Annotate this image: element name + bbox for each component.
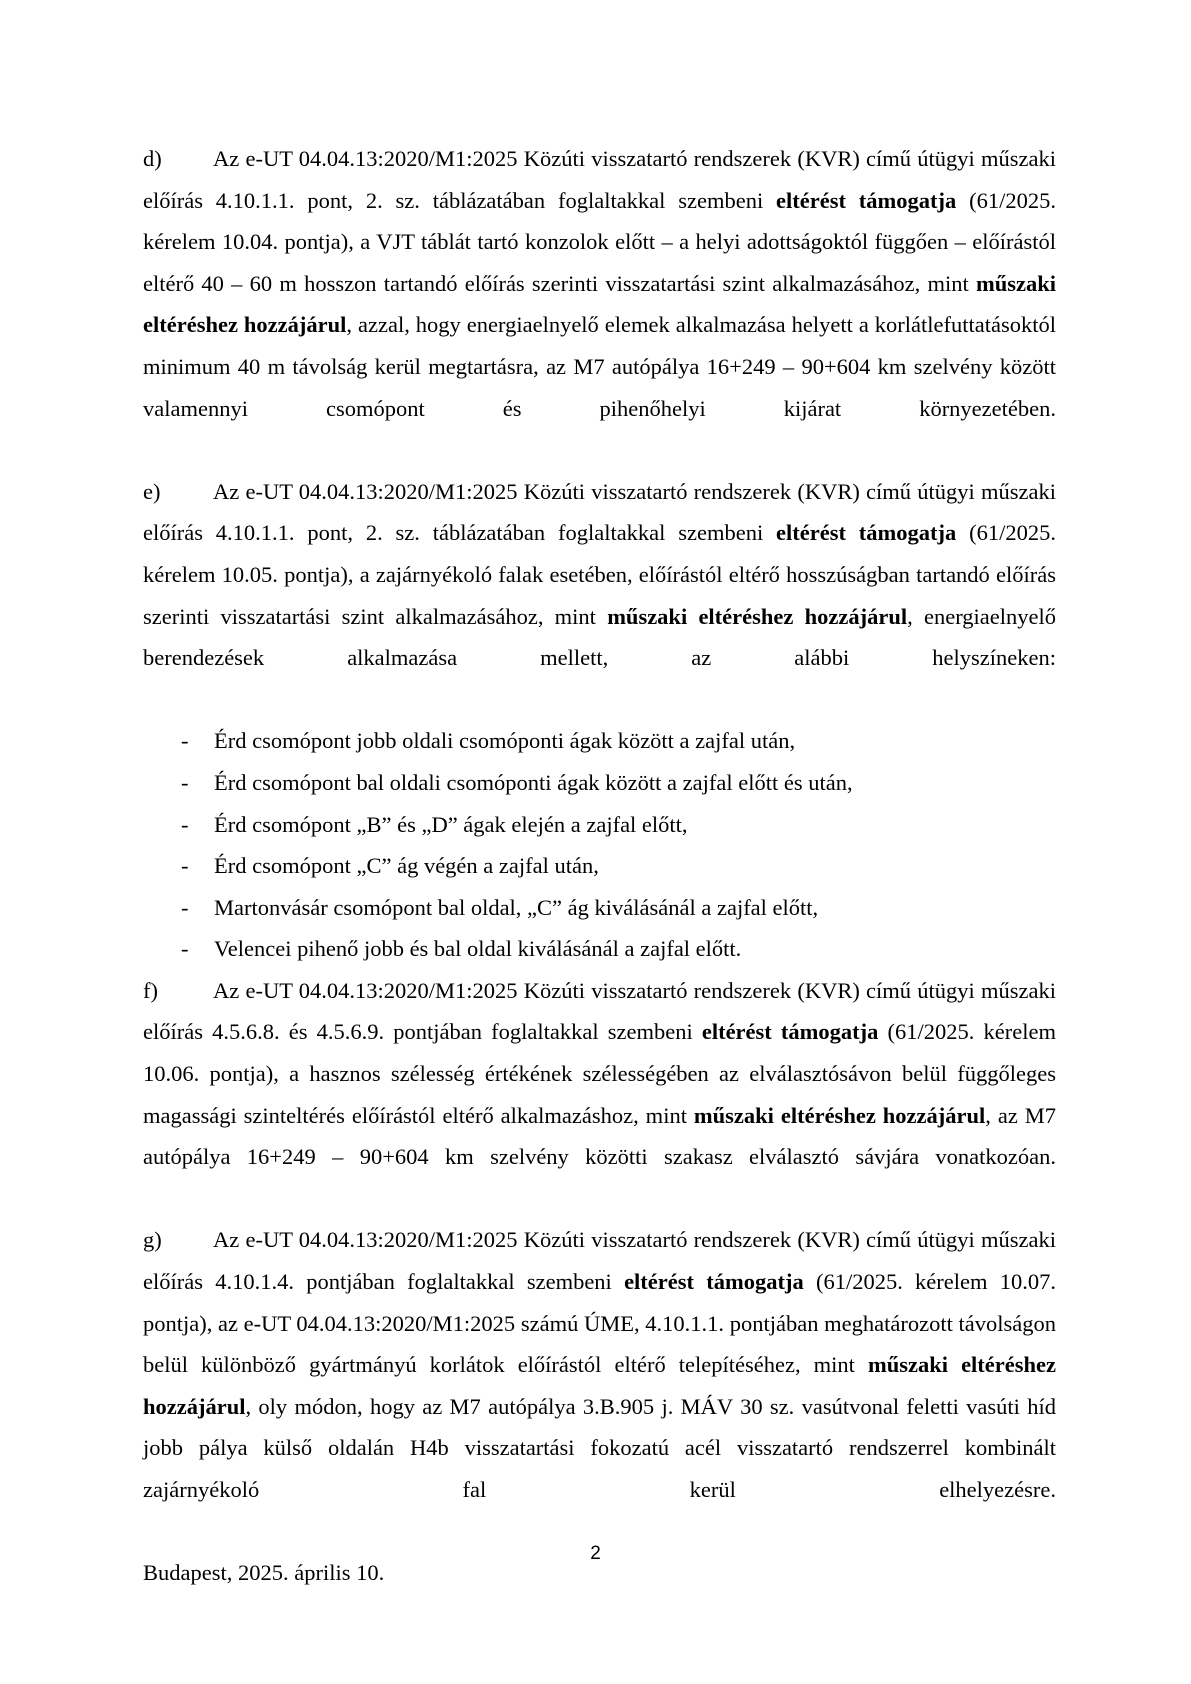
paragraphs-after-list — [143, 970, 1056, 1552]
list-item-text: Érd csomópont jobb oldali csomóponti ágak között a zajfal után, — [214, 728, 796, 754]
list-item — [143, 762, 1056, 804]
paragraph-text: (61/2025. kérelem 10.07. pontja), az e-UT 04.04.13:2020/M1:2025 számú ÚME, 4.10.1.1. pontjában meghatározott távolságon belül különböző gyártmányú korlátok előírástól eltérő telepítéséhez, mint — [143, 1269, 1056, 1378]
place-and-date: Budapest, 2025. április 10. — [143, 1560, 385, 1586]
list-dash: - — [181, 853, 189, 879]
paragraph-text: (61/2025. kérelem 10.05. pontja), a zajárnyékoló falak esetében, előírástól eltérő hosszúságban tartandó előírás szerinti visszatartási szint alkalmazásához, mint — [143, 520, 1056, 629]
location-list — [143, 720, 1056, 970]
list-item-text: Érd csomópont „B” és „D” ágak elején a zajfal előtt, — [214, 811, 688, 837]
list-item-text: Martonvásár csomópont bal oldal, „C” ág kiválásánál a zajfal előtt, — [214, 894, 819, 920]
list-item — [143, 928, 1056, 970]
paragraph-g — [143, 1219, 1056, 1552]
list-item-text: Érd csomópont „C” ág végén a zajfal után, — [214, 853, 599, 879]
paragraph-text: Az e-UT 04.04.13:2020/M1:2025 Közúti visszatartó rendszerek (KVR) című útügyi műszaki előírás 4.10.1.4. pontjában foglaltakkal szembeni — [143, 1227, 1056, 1295]
list-dash: - — [181, 769, 189, 795]
paragraph-text: , azzal, hogy energiaelnyelő elemek alkalmazása helyett a korlátlefuttatásoktól minimum 40 m távolság kerül megtartásra, az M7 autópálya 16+249 – 90+604 km szelvény között valamennyi csomópont és pihenőhelyi kijárat környezetében. — [143, 312, 1056, 421]
bold-phrase: műszaki eltéréshez hozzájárul — [143, 270, 1056, 338]
page-number: 2 — [590, 1543, 601, 1564]
paragraph-text: , oly módon, hogy az M7 autópálya 3.B.905 j. MÁV 30 sz. vasútvonal feletti vasúti híd jobb pálya külső oldalán H4b visszatartási fokozatú acél visszatartó rendszerrel kombinált zajárnyékoló fal kerül elhelyezésre. — [143, 1393, 1056, 1502]
paragraph-label: e) — [143, 478, 161, 504]
list-item — [143, 887, 1056, 929]
paragraph-label: f) — [143, 977, 158, 1003]
list-dash: - — [181, 936, 189, 962]
paragraph-label: g) — [143, 1227, 162, 1253]
list-dash: - — [181, 894, 189, 920]
paragraph-e — [143, 471, 1056, 721]
paragraph-text: (61/2025. kérelem 10.06. pontja), a hasznos szélesség értékének szélességében az elválasztósávon belül függőleges magassági szinteltérés előírástól eltérő alkalmazáshoz, mint — [143, 1019, 1057, 1128]
list-dash: - — [181, 811, 189, 837]
bold-phrase: műszaki eltéréshez hozzájárul — [607, 603, 908, 629]
bold-phrase: eltérést támogatja — [776, 520, 957, 546]
paragraph-d — [143, 138, 1056, 471]
paragraph-text: Az e-UT 04.04.13:2020/M1:2025 Közúti visszatartó rendszerek (KVR) című útügyi műszaki előírás 4.10.1.1. pont, 2. sz. táblázatában foglaltakkal szembeni — [143, 146, 1056, 213]
list-item — [143, 720, 1056, 762]
bold-phrase: eltérést támogatja — [624, 1269, 804, 1295]
paragraph-text: (61/2025. kérelem 10.04. pontja), a VJT táblát tartó konzolok előtt – a helyi adottságoktól függően – előírástól eltérő 40 – 60 m hosszon tartandó előírás szerinti visszatartási szint alkalmazásához, mint — [143, 187, 1056, 296]
paragraph-text: Az e-UT 04.04.13:2020/M1:2025 Közúti visszatartó rendszerek (KVR) című útügyi műszaki előírás 4.5.6.8. és 4.5.6.9. pontjában foglaltakkal szembeni — [143, 977, 1056, 1045]
bold-phrase: eltérést támogatja — [776, 187, 957, 213]
list-item — [143, 845, 1056, 887]
list-item-text: Érd csomópont bal oldali csomóponti ágak között a zajfal előtt és után, — [214, 769, 853, 795]
list-item — [143, 804, 1056, 846]
bold-phrase: műszaki eltéréshez hozzájárul — [143, 1352, 1056, 1419]
paragraph-text: , energiaelnyelő berendezések alkalmazása mellett, az alábbi helyszíneken: — [143, 603, 1056, 671]
paragraphs-before-list — [143, 138, 1056, 720]
paragraph-text: Az e-UT 04.04.13:2020/M1:2025 Közúti visszatartó rendszerek (KVR) című útügyi műszaki előírás 4.10.1.1. pont, 2. sz. táblázatában foglaltakkal szembeni — [143, 478, 1056, 546]
list-dash: - — [181, 728, 189, 754]
list-item-text: Velencei pihenő jobb és bal oldal kiválásánál a zajfal előtt. — [214, 936, 742, 962]
paragraph-label: d) — [143, 146, 162, 171]
paragraph-f — [143, 970, 1056, 1220]
document-body — [143, 138, 1056, 1594]
paragraph-text: , az M7 autópálya 16+249 – 90+604 km szelvény közötti szakasz elválasztó sávjára vonatkozóan. — [143, 1102, 1057, 1170]
bold-phrase: eltérést támogatja — [701, 1019, 879, 1045]
bold-phrase: műszaki eltéréshez hozzájárul — [693, 1102, 986, 1128]
